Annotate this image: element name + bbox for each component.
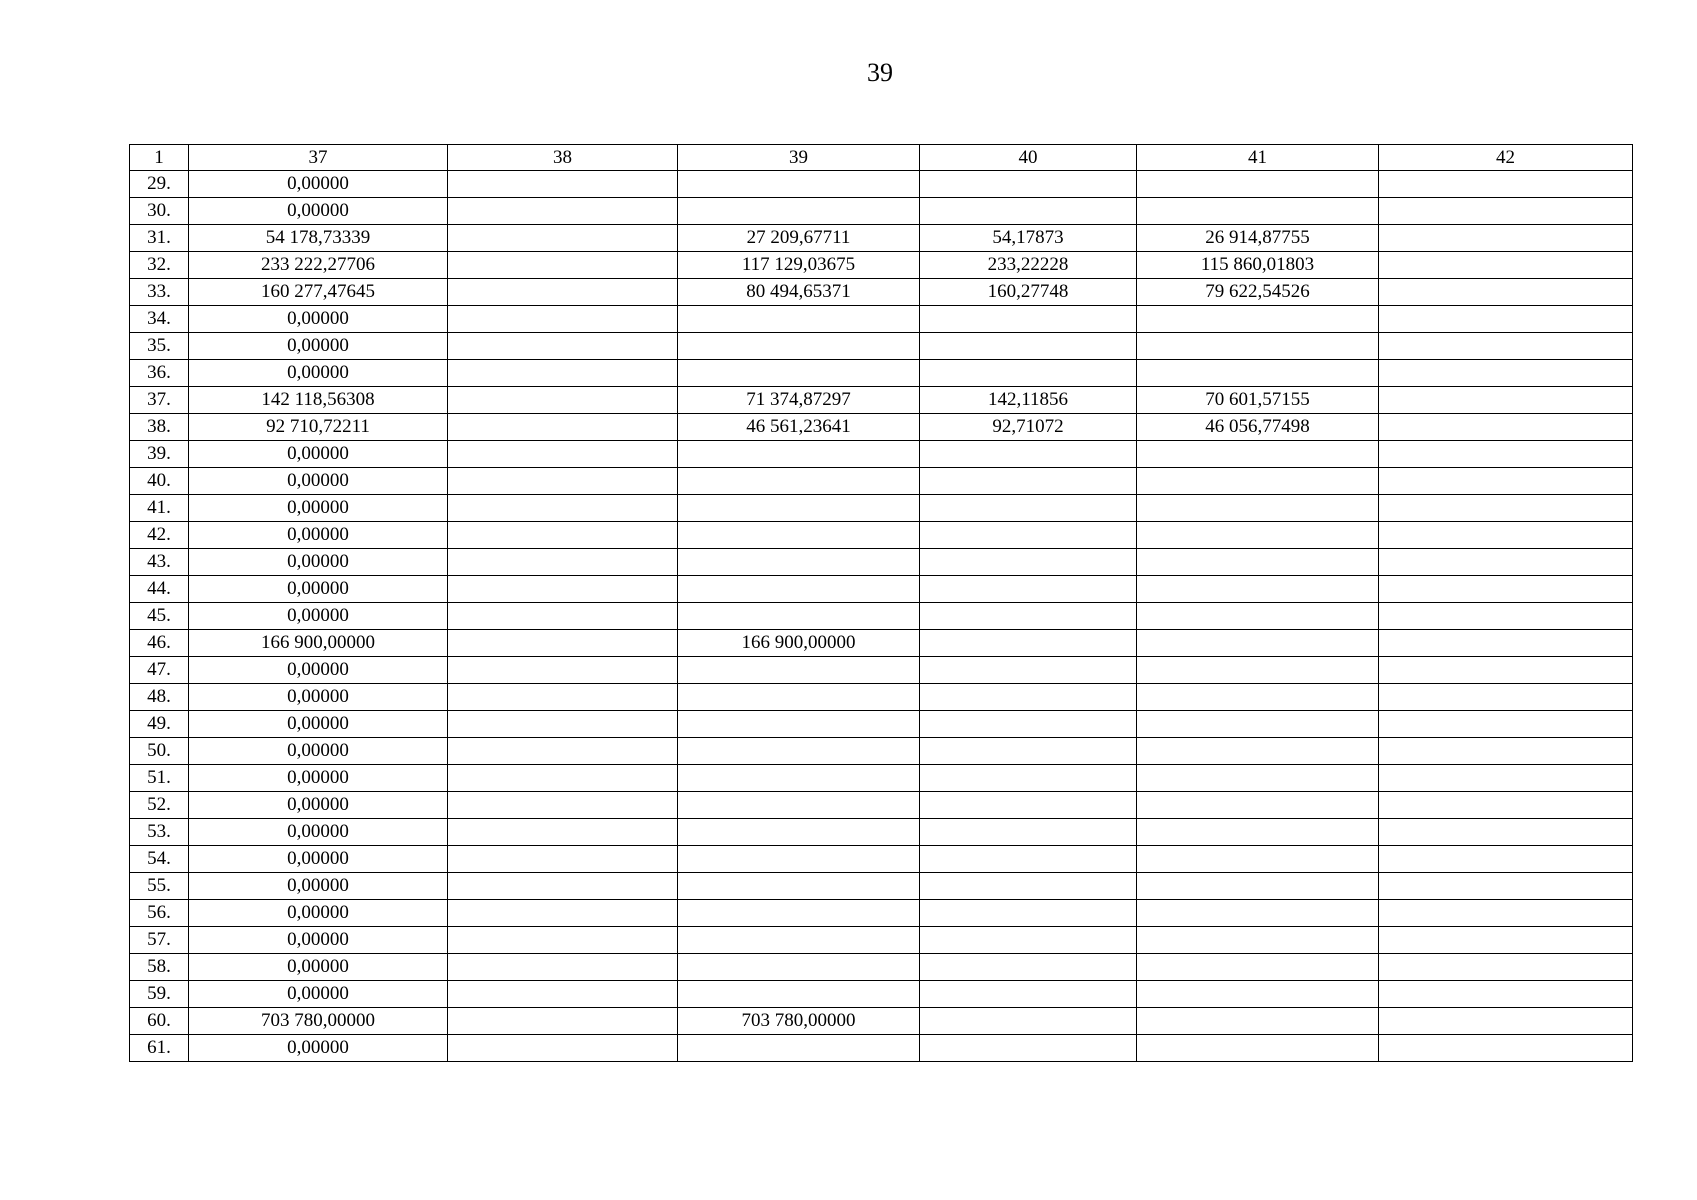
table-cell [678,684,920,711]
table-cell: 703 780,00000 [678,1008,920,1035]
table-cell [448,954,678,981]
table-cell [920,981,1137,1008]
table-cell [920,468,1137,495]
table-row [130,468,1633,495]
table-cell: 0,00000 [189,522,448,549]
table-cell [1137,198,1379,225]
table-cell [920,846,1137,873]
table-cell [920,819,1137,846]
row-number-cell: 47. [130,657,189,684]
table-cell [448,495,678,522]
row-number-cell: 46. [130,630,189,657]
table-cell [1137,522,1379,549]
table-cell [1379,576,1633,603]
table-cell [1137,549,1379,576]
table-cell [678,711,920,738]
table-cell [678,738,920,765]
table-row [130,630,1633,657]
table-cell: 0,00000 [189,549,448,576]
table-row [130,711,1633,738]
table-cell [1379,954,1633,981]
table-row [130,333,1633,360]
row-number-cell: 51. [130,765,189,792]
table-cell [920,441,1137,468]
table-cell [1379,1008,1633,1035]
table-cell [678,765,920,792]
table-cell [1137,765,1379,792]
table-cell [920,657,1137,684]
table-cell [678,360,920,387]
table-cell [1137,981,1379,1008]
table-cell [448,441,678,468]
row-number-cell: 30. [130,198,189,225]
table-cell [1379,171,1633,198]
table-cell [448,576,678,603]
table-cell: 233,22228 [920,252,1137,279]
table-cell [1379,711,1633,738]
table-cell [1379,387,1633,414]
table-cell: 0,00000 [189,657,448,684]
table-cell [678,981,920,1008]
table-cell [920,954,1137,981]
table-cell [448,414,678,441]
table-cell [1137,468,1379,495]
header-cell-col-42: 42 [1379,145,1633,171]
table-cell [448,765,678,792]
table-row [130,684,1633,711]
table-cell: 117 129,03675 [678,252,920,279]
table-cell [920,576,1137,603]
row-number-cell: 36. [130,360,189,387]
table-row [130,441,1633,468]
table-row [130,279,1633,306]
table-cell [1379,441,1633,468]
table-cell [1137,1008,1379,1035]
row-number-cell: 56. [130,900,189,927]
table-row [130,873,1633,900]
table-cell [920,171,1137,198]
table-cell [678,333,920,360]
table-row [130,900,1633,927]
table-cell [1137,657,1379,684]
table-cell [1379,981,1633,1008]
table-cell: 0,00000 [189,981,448,1008]
table-cell [1379,495,1633,522]
table-cell: 0,00000 [189,927,448,954]
table-cell: 0,00000 [189,171,448,198]
header-cell-col-37: 37 [189,145,448,171]
row-number-cell: 44. [130,576,189,603]
table-row [130,792,1633,819]
row-number-cell: 52. [130,792,189,819]
table-row [130,252,1633,279]
table-cell [920,603,1137,630]
table-row [130,657,1633,684]
row-number-cell: 43. [130,549,189,576]
table-row [130,522,1633,549]
table-cell [920,549,1137,576]
table-cell [920,630,1137,657]
table-cell [1379,522,1633,549]
row-number-cell: 41. [130,495,189,522]
table-cell [1137,171,1379,198]
table-cell [448,171,678,198]
table-row [130,306,1633,333]
table-cell: 54,17873 [920,225,1137,252]
table-body [130,145,1633,1062]
table-cell [448,279,678,306]
table-cell [1379,306,1633,333]
table-cell: 0,00000 [189,873,448,900]
table-cell [920,711,1137,738]
table-cell [1379,765,1633,792]
table-cell: 0,00000 [189,333,448,360]
table-cell [678,603,920,630]
row-number-cell: 31. [130,225,189,252]
table-cell [920,900,1137,927]
table-cell: 0,00000 [189,711,448,738]
table-cell [448,684,678,711]
table-cell [1137,1035,1379,1062]
table-row [130,846,1633,873]
table-row [130,495,1633,522]
table-cell: 0,00000 [189,738,448,765]
table-cell [1379,468,1633,495]
table-cell [1379,792,1633,819]
table-cell [448,252,678,279]
table-cell [448,711,678,738]
header-cell-col-41: 41 [1137,145,1379,171]
table-cell [678,873,920,900]
header-cell-col-38: 38 [448,145,678,171]
table-cell [920,1035,1137,1062]
table-cell [1379,684,1633,711]
table-cell [920,765,1137,792]
table-cell: 92,71072 [920,414,1137,441]
table-cell [1137,684,1379,711]
table-cell: 27 209,67711 [678,225,920,252]
table-cell [1137,954,1379,981]
table-cell [678,522,920,549]
table-cell: 0,00000 [189,684,448,711]
table-row [130,1035,1633,1062]
table-cell [678,495,920,522]
row-number-cell: 35. [130,333,189,360]
row-number-cell: 32. [130,252,189,279]
row-number-cell: 54. [130,846,189,873]
table-cell [448,873,678,900]
table-cell [448,900,678,927]
table-cell [920,198,1137,225]
table-cell [448,927,678,954]
table-cell: 92 710,72211 [189,414,448,441]
table-cell [1137,873,1379,900]
table-cell: 142 118,56308 [189,387,448,414]
table-cell [1137,495,1379,522]
table-cell: 160,27748 [920,279,1137,306]
table-cell [1379,279,1633,306]
table-cell [920,927,1137,954]
table-cell: 0,00000 [189,765,448,792]
table-cell [678,468,920,495]
table-cell [678,549,920,576]
table-cell [1379,225,1633,252]
table-cell: 0,00000 [189,198,448,225]
table-cell [920,360,1137,387]
table-cell [678,576,920,603]
table-cell [448,657,678,684]
table-cell: 26 914,87755 [1137,225,1379,252]
table-cell: 80 494,65371 [678,279,920,306]
table-cell [1137,792,1379,819]
table-cell [920,738,1137,765]
table-cell [678,198,920,225]
row-number-cell: 42. [130,522,189,549]
table-row [130,603,1633,630]
table-cell: 46 056,77498 [1137,414,1379,441]
table-row [130,981,1633,1008]
table-cell [448,603,678,630]
row-number-cell: 60. [130,1008,189,1035]
table-cell [1379,819,1633,846]
table-cell [1379,630,1633,657]
header-cell-col-1: 1 [130,145,189,171]
table-cell [678,927,920,954]
table-cell: 160 277,47645 [189,279,448,306]
table-cell: 142,11856 [920,387,1137,414]
table-cell [678,846,920,873]
table-cell [448,1035,678,1062]
table-cell [448,225,678,252]
table-cell [920,522,1137,549]
table-cell [1137,441,1379,468]
table-row [130,225,1633,252]
table-cell [1137,603,1379,630]
table-row [130,549,1633,576]
table-cell [920,792,1137,819]
table-cell: 0,00000 [189,900,448,927]
row-number-cell: 45. [130,603,189,630]
row-number-cell: 33. [130,279,189,306]
table-cell [448,819,678,846]
table-row [130,198,1633,225]
table-cell: 0,00000 [189,819,448,846]
table-cell [448,738,678,765]
row-number-cell: 49. [130,711,189,738]
data-table [129,144,1633,1062]
table-row [130,387,1633,414]
table-cell [1379,738,1633,765]
row-number-cell: 40. [130,468,189,495]
row-number-cell: 39. [130,441,189,468]
row-number-cell: 50. [130,738,189,765]
row-number-cell: 59. [130,981,189,1008]
table-row [130,954,1633,981]
table-cell [448,846,678,873]
table-cell: 0,00000 [189,954,448,981]
table-row [130,171,1633,198]
row-number-cell: 37. [130,387,189,414]
table-cell [678,819,920,846]
row-number-cell: 57. [130,927,189,954]
table-cell [1137,927,1379,954]
table-cell: 0,00000 [189,603,448,630]
table-cell [1137,360,1379,387]
header-cell-col-39: 39 [678,145,920,171]
row-number-cell: 61. [130,1035,189,1062]
table-cell [1137,333,1379,360]
table-cell: 0,00000 [189,846,448,873]
table-cell [448,792,678,819]
row-number-cell: 58. [130,954,189,981]
row-number-cell: 55. [130,873,189,900]
table-cell: 70 601,57155 [1137,387,1379,414]
table-cell [1379,846,1633,873]
page-number: 39 [867,58,893,87]
table-cell [1379,252,1633,279]
table-cell [1379,900,1633,927]
table-row [130,360,1633,387]
table-cell [920,1008,1137,1035]
table-cell [448,549,678,576]
table-row [130,576,1633,603]
table-row [130,927,1633,954]
table-cell [448,630,678,657]
row-number-cell: 38. [130,414,189,441]
table-cell [678,792,920,819]
row-number-cell: 34. [130,306,189,333]
table-cell: 0,00000 [189,792,448,819]
table-cell: 0,00000 [189,306,448,333]
table-cell [1137,900,1379,927]
table-cell [1379,927,1633,954]
table-cell [448,522,678,549]
table-cell [920,495,1137,522]
table-cell: 703 780,00000 [189,1008,448,1035]
table-cell [678,1035,920,1062]
table-cell [1379,360,1633,387]
table-cell: 46 561,23641 [678,414,920,441]
table-cell: 0,00000 [189,468,448,495]
table-row [130,765,1633,792]
row-number-cell: 53. [130,819,189,846]
table-cell [678,306,920,333]
table-cell: 0,00000 [189,495,448,522]
table-cell: 0,00000 [189,1035,448,1062]
table-cell [448,387,678,414]
table-cell [448,333,678,360]
table-cell [448,468,678,495]
table-cell [1379,873,1633,900]
table-cell [1137,846,1379,873]
table-cell [448,1008,678,1035]
table-cell: 166 900,00000 [678,630,920,657]
table-cell: 115 860,01803 [1137,252,1379,279]
table-row [130,738,1633,765]
table-cell [1379,414,1633,441]
table-row [130,414,1633,441]
table-cell [678,954,920,981]
table-cell [1379,603,1633,630]
table-cell [1137,630,1379,657]
table-header-row [130,145,1633,171]
table-cell [1379,198,1633,225]
table-row [130,1008,1633,1035]
table-cell [920,333,1137,360]
table-cell [1379,657,1633,684]
table-cell [1137,819,1379,846]
table-cell [678,900,920,927]
row-number-cell: 29. [130,171,189,198]
row-number-cell: 48. [130,684,189,711]
table-cell [678,441,920,468]
table-cell [1137,306,1379,333]
table-cell [448,981,678,1008]
table-cell [920,873,1137,900]
table-cell: 166 900,00000 [189,630,448,657]
table-cell [1137,576,1379,603]
table-cell: 233 222,27706 [189,252,448,279]
table-cell [678,171,920,198]
table-cell [1137,738,1379,765]
table-cell: 0,00000 [189,441,448,468]
table-cell: 79 622,54526 [1137,279,1379,306]
table-cell [448,306,678,333]
table-cell [1379,333,1633,360]
table-cell: 54 178,73339 [189,225,448,252]
table-cell [448,360,678,387]
table-cell [920,306,1137,333]
table-cell: 71 374,87297 [678,387,920,414]
table-cell [920,684,1137,711]
table-cell [1379,1035,1633,1062]
table-cell [1379,549,1633,576]
table-cell: 0,00000 [189,576,448,603]
table-cell [1137,711,1379,738]
table-cell [678,657,920,684]
table-cell: 0,00000 [189,360,448,387]
table-cell [448,198,678,225]
header-cell-col-40: 40 [920,145,1137,171]
table-row [130,819,1633,846]
